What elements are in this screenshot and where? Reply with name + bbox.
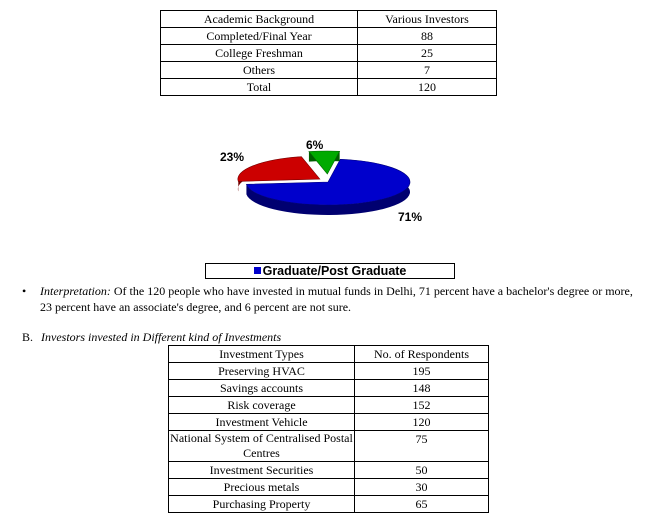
legend-swatch-blue (254, 267, 261, 274)
table-header-row (169, 346, 489, 363)
table-row (169, 363, 489, 380)
table-row (169, 462, 489, 479)
interpretation-text: Of the 120 people who have invested in mutual funds in Delhi, 71 percent have a bachelor's degree or more, 23 percent have an associate's degree, and 6 percent are not sure. (40, 284, 633, 314)
table-cell: 152 (355, 397, 489, 414)
table-header-cell: No. of Respondents (355, 346, 489, 363)
table-cell: 195 (355, 363, 489, 380)
chart-legend (205, 263, 455, 279)
pie-label-second: 23% (220, 150, 245, 164)
table-cell: Investment Securities (169, 462, 355, 479)
table-row (169, 431, 489, 462)
table-cell: 120 (358, 79, 497, 96)
table-cell: Savings accounts (169, 380, 355, 397)
table-row (161, 62, 497, 79)
table-cell: College Freshman (161, 45, 358, 62)
table-cell: Others (161, 62, 358, 79)
section-title: Investors invested in Different kind of Investments (41, 330, 282, 344)
section-letter: B. (22, 330, 34, 344)
bullet-icon: • (22, 284, 27, 298)
academic-background-table (160, 10, 497, 96)
table-header-row (161, 11, 497, 28)
investment-types-table (168, 345, 489, 513)
table-row (169, 414, 489, 431)
table-cell: Risk coverage (169, 397, 355, 414)
table-row (161, 79, 497, 96)
table-cell: Investment Vehicle (169, 414, 355, 431)
table-cell: 65 (355, 496, 489, 513)
table-header-cell: Investment Types (169, 346, 355, 363)
table-cell: Precious metals (169, 479, 355, 496)
table-cell: Preserving HVAC (169, 363, 355, 380)
table-cell: Purchasing Property (169, 496, 355, 513)
pie-label-graduate: 71% (398, 210, 423, 224)
table-row (161, 45, 497, 62)
table-row (169, 496, 489, 513)
table-cell: Total (161, 79, 358, 96)
pie-slice-second-top (238, 157, 320, 182)
table-row (161, 28, 497, 45)
table-row (169, 380, 489, 397)
table-header-cell: Various Investors (358, 11, 497, 28)
table-header-cell: Academic Background (161, 11, 358, 28)
table-row (169, 479, 489, 496)
table-cell: 50 (355, 462, 489, 479)
table-cell: Completed/Final Year (161, 28, 358, 45)
table-row (169, 397, 489, 414)
table-cell: 7 (358, 62, 497, 79)
legend-label: Graduate/Post Graduate (262, 264, 407, 278)
table-cell: 75 (355, 431, 489, 462)
table-cell: 30 (355, 479, 489, 496)
pie-chart (200, 130, 460, 250)
section-heading (22, 330, 281, 345)
pie-chart-svg (200, 130, 460, 250)
table-cell: 120 (355, 414, 489, 431)
table-cell: 148 (355, 380, 489, 397)
interpretation-paragraph (22, 283, 640, 315)
interpretation-label: Interpretation: (40, 284, 111, 298)
table-cell: 25 (358, 45, 497, 62)
table-cell: 88 (358, 28, 497, 45)
pie-label-third: 6% (306, 138, 324, 152)
table-cell: National System of Centralised Postal Centres (170, 431, 353, 460)
